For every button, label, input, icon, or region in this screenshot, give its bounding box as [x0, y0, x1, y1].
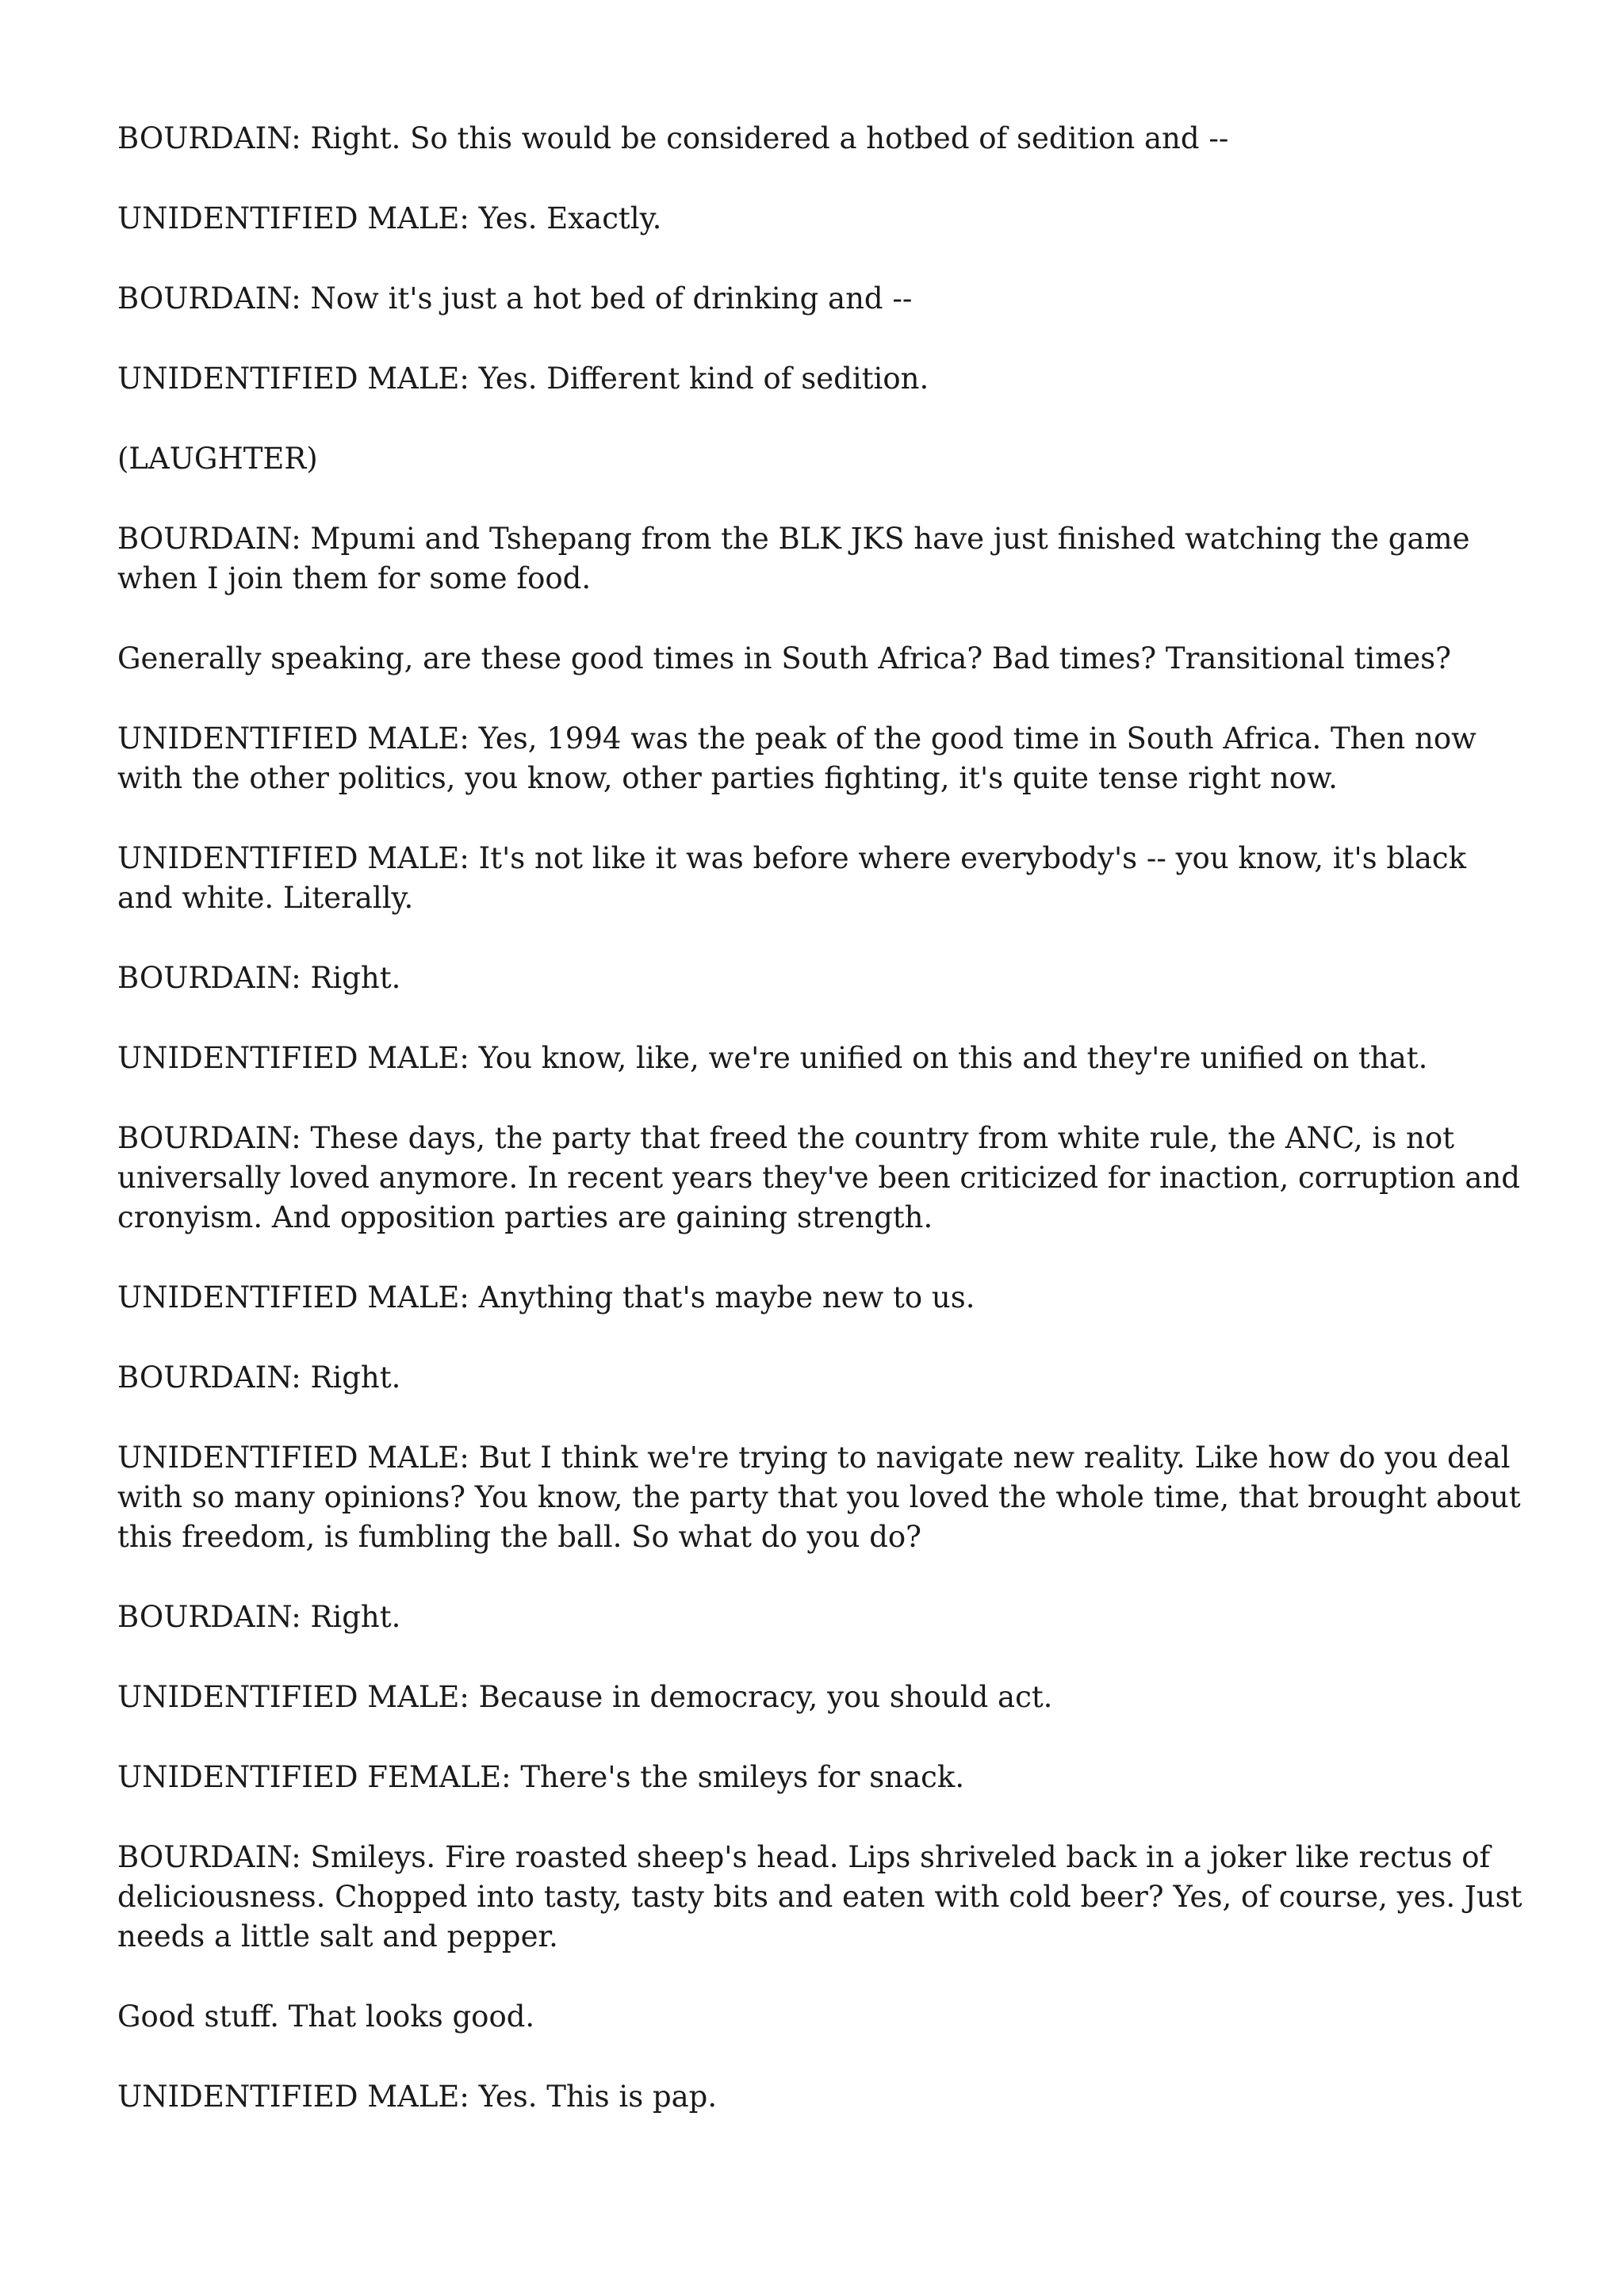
- transcript-paragraph: UNIDENTIFIED FEMALE: There's the smileys for snack.: [117, 1760, 965, 1794]
- transcript-paragraph: UNIDENTIFIED MALE: Anything that's maybe new to us.: [117, 1280, 975, 1314]
- transcript-paragraph: UNIDENTIFIED MALE: It's not like it was before where everybody's -- you know, it's black and white. Literally.: [117, 841, 1467, 915]
- transcript-page: [117, 119, 1529, 2157]
- transcript-paragraph: UNIDENTIFIED MALE: Yes. Exactly.: [117, 201, 662, 235]
- transcript-paragraph: BOURDAIN: Right. So this would be considered a hotbed of sedition and --: [117, 121, 1229, 155]
- transcript-paragraph: BOURDAIN: These days, the party that freed the country from white rule, the ANC, is not universally loved anymore. In recent years they've been criticized for inaction, corruption and cronyism. And opposition parties are gaining strength.: [117, 1121, 1520, 1234]
- transcript-paragraph: UNIDENTIFIED MALE: Yes. This is pap.: [117, 2080, 718, 2114]
- transcript-paragraph: UNIDENTIFIED MALE: But I think we're trying to navigate new reality. Like how do you deal with so many opinions? You know, the party that you loved the whole time, that brought about this freedom, is fumbling the ball. So what do you do?: [117, 1441, 1521, 1554]
- transcript-paragraph: UNIDENTIFIED MALE: You know, like, we're unified on this and they're unified on that.: [117, 1041, 1428, 1075]
- transcript-paragraph: Good stuff. That looks good.: [117, 1999, 535, 2034]
- transcript-paragraph: BOURDAIN: Mpumi and Tshepang from the BLK JKS have just finished watching the game when I join them for some food.: [117, 522, 1470, 595]
- transcript-paragraph: BOURDAIN: Right.: [117, 961, 401, 995]
- transcript-paragraph: Generally speaking, are these good times in South Africa? Bad times? Transitional times?: [117, 641, 1451, 675]
- transcript-paragraph: UNIDENTIFIED MALE: Yes. Different kind of sedition.: [117, 362, 929, 396]
- transcript-paragraph: BOURDAIN: Now it's just a hot bed of drinking and --: [117, 281, 913, 316]
- transcript-paragraph: UNIDENTIFIED MALE: Because in democracy, you should act.: [117, 1680, 1053, 1714]
- transcript-paragraph: BOURDAIN: Right.: [117, 1360, 401, 1395]
- transcript-paragraph: BOURDAIN: Smileys. Fire roasted sheep's head. Lips shriveled back in a joker like rectus of deliciousness. Chopped into tasty, tasty bits and eaten with cold beer? Yes, of course, yes. Just needs a little salt and pepper.: [117, 1840, 1522, 1954]
- transcript-paragraph: UNIDENTIFIED MALE: Yes, 1994 was the peak of the good time in South Africa. Then now with the other politics, you know, other parties fighting, it's quite tense right now.: [117, 721, 1477, 795]
- transcript-paragraph: (LAUGHTER): [117, 442, 318, 476]
- transcript-paragraph: BOURDAIN: Right.: [117, 1600, 401, 1634]
